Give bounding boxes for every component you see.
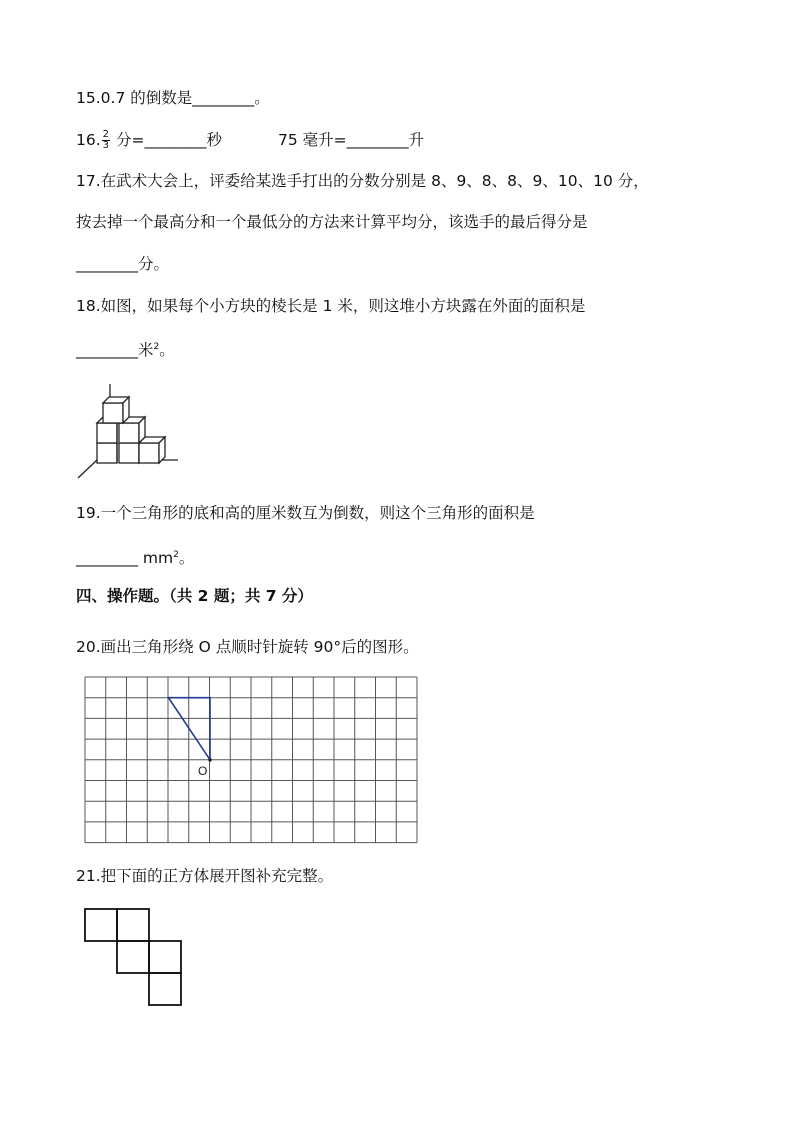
q19-blank-text: ________ mm <box>76 549 174 568</box>
question-17-line3: ________分。 <box>76 255 170 273</box>
section-4-title: 四、操作题。（共 2 题；共 7 分） <box>76 587 313 605</box>
question-20: 20.画出三角形绕 O 点顺时针旋转 90°后的图形。 <box>76 638 419 656</box>
question-15: 15.0.7 的倒数是________。 <box>76 89 270 107</box>
cube-net-figure <box>84 908 184 1008</box>
question-18-line2 <box>76 337 175 360</box>
question-17-line2: 按去掉一个最高分和一个最低分的方法来计算平均分，该选手的最后得分是 <box>76 213 588 231</box>
q19-end: 。 <box>178 549 195 568</box>
rotation-grid <box>85 677 420 843</box>
cube-stack-figure <box>70 380 190 480</box>
fraction-two-thirds <box>102 130 110 151</box>
question-18-line1: 18.如图，如果每个小方块的棱长是 1 米，则这堆小方块露在外面的面积是 <box>76 297 586 315</box>
question-19-line2 <box>76 545 194 568</box>
q18-superscript: 2 <box>153 342 160 352</box>
question-17-line1: 17.在武术大会上，评委给某选手打出的分数分别是 8、9、8、8、9、10、10 分， <box>76 172 649 190</box>
q16-part1: 分=________秒 <box>111 131 222 149</box>
question-19-line1: 19.一个三角形的底和高的厘米数互为倒数，则这个三角形的面积是 <box>76 504 535 522</box>
q16-prefix: 16. <box>76 131 101 149</box>
fraction-denominator: 3 <box>102 140 110 151</box>
q16-part2: 75 毫升=________升 <box>277 131 425 149</box>
question-16 <box>76 130 424 151</box>
q18-blank-text: ________米 <box>76 341 154 360</box>
q18-end: 。 <box>159 341 175 360</box>
point-o-label: O <box>198 764 208 778</box>
question-21: 21.把下面的正方体展开图补充完整。 <box>76 867 334 885</box>
q19-superscript: 2 <box>173 550 179 560</box>
fraction-numerator: 2 <box>102 129 110 140</box>
point-o-marker <box>208 758 212 762</box>
